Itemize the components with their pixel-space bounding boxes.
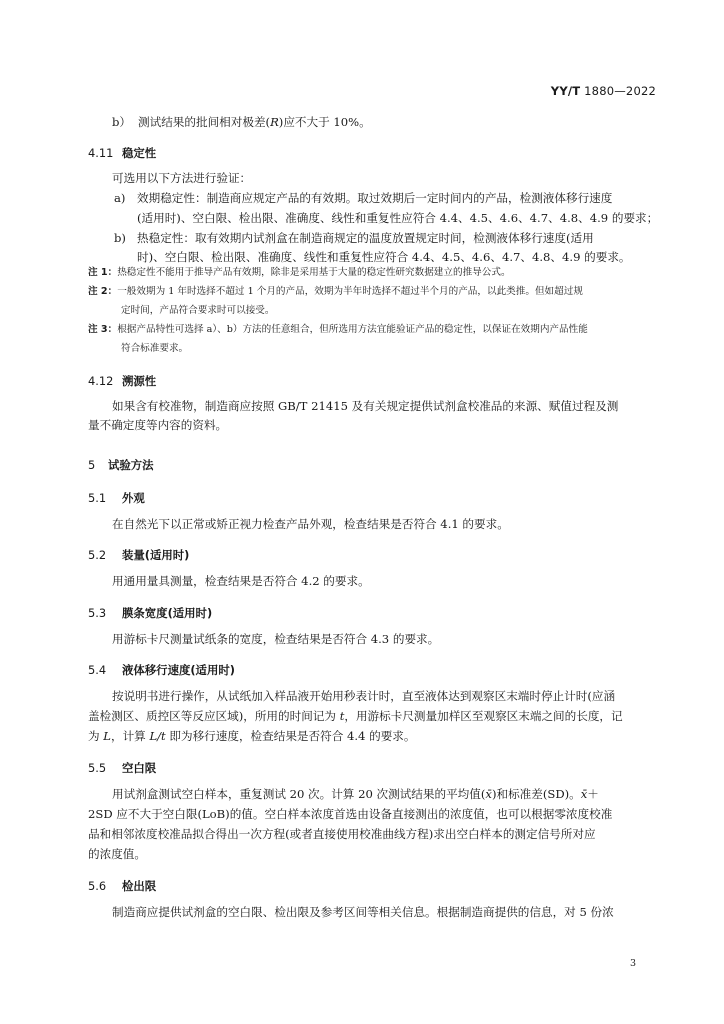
paragraph-line: 用通用量具测量，检查结果是否符合 4.2 的要求。 (112, 574, 370, 588)
note-2: 注 2：一般效期为 1 年时选择不超过 1 个月的产品，效期为半年时选择不超过半个月的产品，以此类推。但如超过规 (88, 286, 583, 297)
paragraph-line: 用试剂盒测试空白样本，重复测试 20 次。计算 20 次测试结果的平均值(x̄)和标准差(SD)。x̄＋ (112, 787, 599, 801)
note-3: 注 3：根据产品特性可选择 a）、b）方法的任意组合，但所选用方法宜能验证产品的稳定性，以保证在效期内产品性能 (88, 324, 588, 335)
paragraph-line: 的浓度值。 (88, 847, 146, 861)
chapter-heading-5: 5 试验方法 (88, 458, 154, 472)
standard-number: 1880—2022 (584, 84, 656, 98)
item-label: a) (114, 191, 126, 205)
section-heading-5-3: 5.3 膜条宽度(适用时) (88, 606, 213, 620)
standard-code: YY/T (550, 84, 581, 98)
note-3-continuation: 符合标准要求。 (121, 343, 189, 354)
paragraph-line: 在自然光下以正常或矫正视力检查产品外观，检查结果是否符合 4.1 的要求。 (112, 517, 509, 531)
section-heading-4-11: 4.11 稳定性 (88, 146, 157, 160)
item-label: b） (112, 115, 132, 129)
section-heading-5-2: 5.2 装量(适用时) (88, 548, 190, 562)
paragraph-line: (适用时)、空白限、检出限、准确度、线性和重复性应符合 4.4、4.5、4.6、4.7、4.8、4.9 的要求； (137, 211, 659, 225)
page-header (551, 84, 656, 98)
section-heading-5-6: 5.6 检出限 (88, 879, 157, 893)
paragraph-line: 盖检测区、质控区等反应区域)，所用的时间记为 t，用游标卡尺测量加样区至观察区末端之间的长度，记 (88, 709, 623, 723)
note-2-continuation: 定时间，产品符合要求时可以接受。 (121, 305, 275, 316)
section-heading-5-4: 5.4 液体移行速度(适用时) (88, 663, 235, 677)
section-heading-4-12: 4.12 溯源性 (88, 374, 157, 388)
note-1: 注 1：热稳定性不能用于推导产品有效期，除非是采用基于大量的稳定性研究数据建立的推导公式。 (88, 267, 511, 278)
paragraph-line: 时)、空白限、检出限、准确度、线性和重复性应符合 4.4、4.5、4.6、4.7、4.8、4.9 的要求。 (137, 250, 631, 264)
paragraph-line: 量不确定度等内容的资料。 (88, 418, 228, 432)
paragraph-line: 可选用以下方法进行验证： (112, 171, 252, 185)
paragraph-line: 制造商应提供试剂盒的空白限、检出限及参考区间等相关信息。根据制造商提供的信息，对 5 份浓 (112, 905, 614, 919)
section-heading-5-1: 5.1 外观 (88, 491, 145, 505)
paragraph-line: 2SD 应不大于空白限(LoB)的值。空白样本浓度首选由设备直接测出的浓度值，也可以根据零浓度校准 (88, 807, 613, 821)
paragraph-line: 用游标卡尺测量试纸条的宽度，检查结果是否符合 4.3 的要求。 (112, 632, 440, 646)
paragraph-line: 按说明书进行操作，从试纸加入样品液开始用秒表计时，直至液体达到观察区末端时停止计时(应涵 (112, 689, 616, 703)
page-number: 3 (629, 958, 636, 969)
paragraph-line: 如果含有校准物，制造商应按照 GB/T 21415 及有关规定提供试剂盒校准品的来源、赋值过程及测 (112, 399, 619, 413)
paragraph-line: 热稳定性：取有效期内试剂盒在制造商规定的温度放置规定时间，检测液体移行速度(适用 (137, 231, 594, 245)
paragraph-line: 效期稳定性：制造商应规定产品的有效期。取过效期后一定时间内的产品，检测液体移行速度 (137, 191, 613, 205)
section-heading-5-5: 5.5 空白限 (88, 761, 157, 775)
item-label: b) (114, 231, 126, 245)
paragraph-line: 测试结果的批间相对极差(R)应不大于 10%。 (138, 115, 371, 129)
paragraph-line: 品和相邻浓度校准品拟合得出一次方程(或者直接使用校准曲线方程)求出空白样本的测定信号所对应 (88, 827, 596, 841)
paragraph-line: 为 L，计算 L/t 即为移行速度，检查结果是否符合 4.4 的要求。 (88, 729, 416, 743)
